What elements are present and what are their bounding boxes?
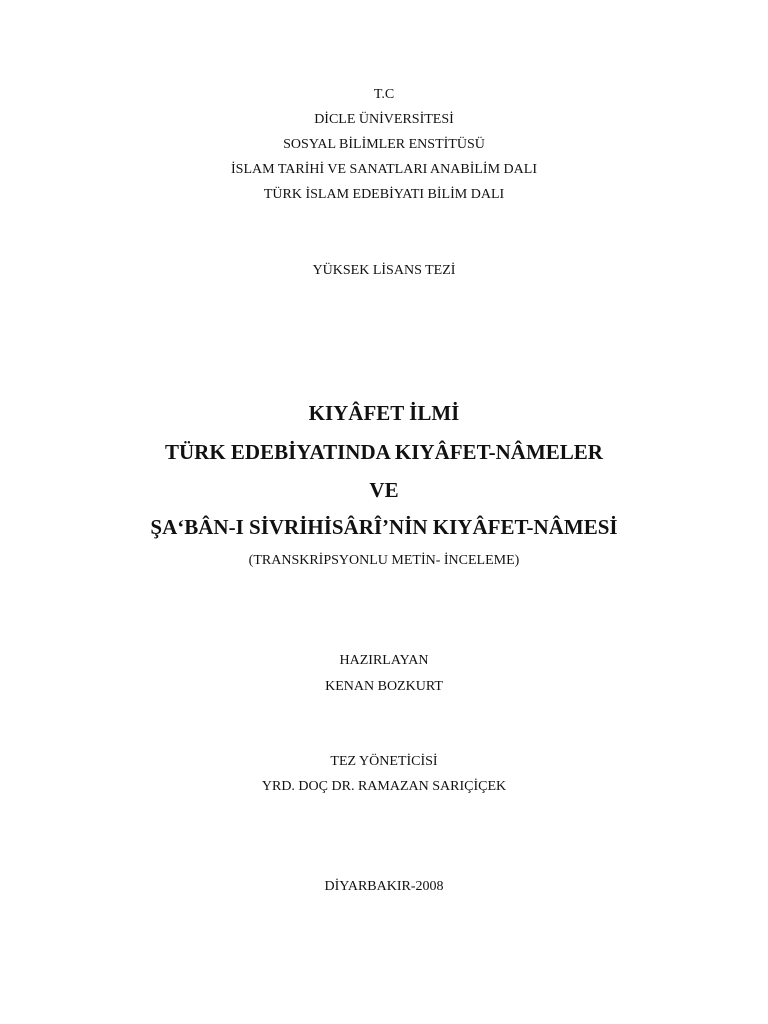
advisor-name: YRD. DOÇ DR. RAMAZAN SARIÇİÇEK	[261, 779, 507, 794]
author-name: KENAN BOZKURT	[325, 679, 443, 694]
title-line-3: VE	[369, 478, 399, 502]
title-line-4: ŞA‘BÂN-I SİVRİHİSÂRÎ’NİN KIYÂFET-NÂMESİ	[150, 515, 618, 539]
title-line-2: TÜRK EDEBİYATINDA KIYÂFET-NÂMELER	[165, 440, 603, 464]
header-university: DİCLE ÜNİVERSİTESİ	[314, 112, 454, 127]
thesis-type: YÜKSEK LİSANS TEZİ	[312, 263, 456, 278]
header-tc: T.C	[373, 87, 395, 102]
advisor-label: TEZ YÖNETİCİSİ	[330, 754, 438, 769]
place-date: DİYARBAKIR-2008	[324, 879, 444, 894]
header-division: TÜRK İSLAM EDEBİYATI BİLİM DALI	[263, 187, 505, 202]
prepared-by-label: HAZIRLAYAN	[339, 653, 429, 668]
title-line-1: KIYÂFET İLMİ	[308, 401, 460, 425]
header-department: İSLAM TARİHİ VE SANATLARI ANABİLİM DALI	[231, 162, 537, 177]
header-institute: SOSYAL BİLİMLER ENSTİTÜSÜ	[283, 137, 485, 152]
subtitle: (TRANSKRİPSYONLU METİN- İNCELEME)	[248, 553, 520, 568]
